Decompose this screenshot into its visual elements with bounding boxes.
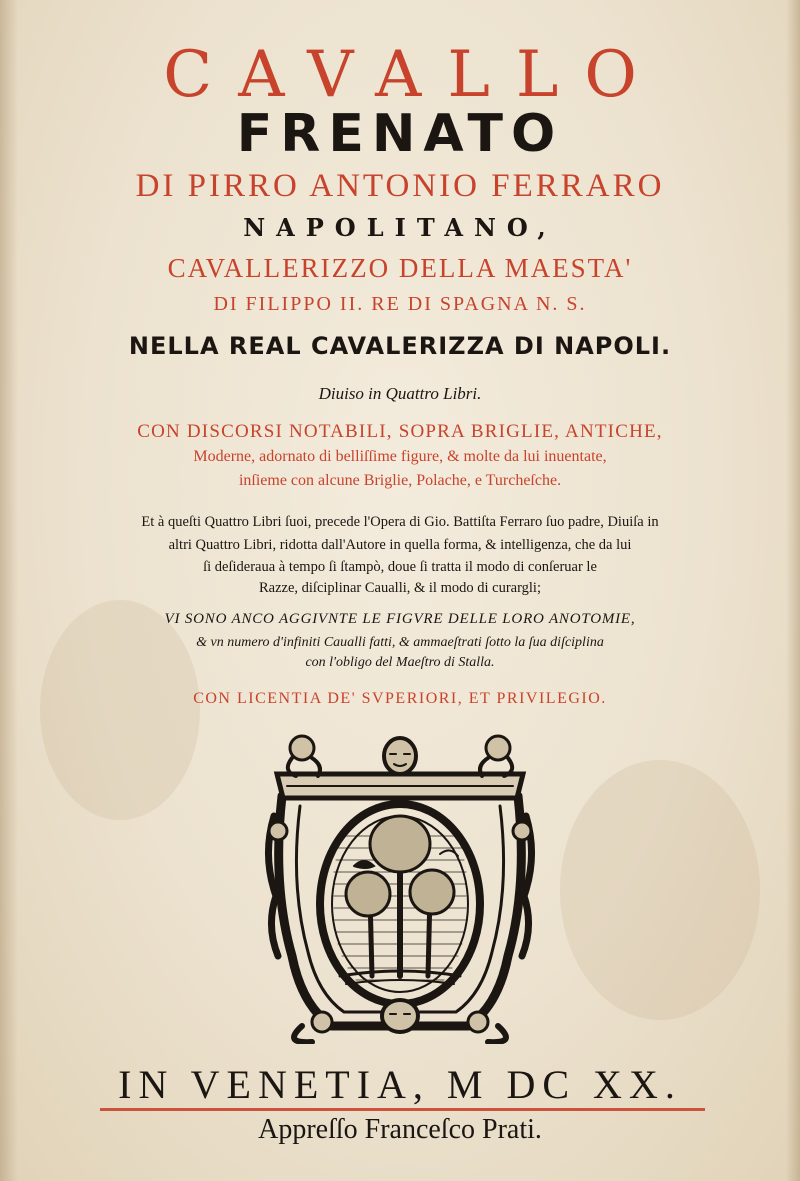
preface-line-4: Razze, diſciplinar Caualli, & il modo di curargli; [258, 580, 541, 596]
division-line: Diuiso in Quattro Libri. [318, 384, 482, 403]
red-rule-divider [100, 1108, 705, 1111]
title-line-1: CAVALLO [163, 38, 663, 112]
title-line-2: FRENATO [236, 104, 564, 164]
discourses-line-3: inſieme con alcune Briglie, Polache, e Turcheſche. [238, 472, 562, 489]
discourses-line-1: CON DISCORSI NOTABILI, SOPRA BRIGLIE, ANTICHE, [137, 421, 663, 442]
imprint-place-date: IN VENETIA, M DC XX. [118, 1062, 682, 1107]
printer-line: Appreſſo Franceſco Prati. [258, 1114, 542, 1145]
place-line: NELLA REAL CAVALERIZZA DI NAPOLI. [128, 332, 672, 360]
printers-device-woodcut [262, 726, 538, 1044]
additions-line-2: & vn numero d'infiniti Caualli fatti, & ammaeſtrati ſotto la ſua diſciplina [196, 635, 604, 650]
additions-line-3: con l'obligo del Maeſtro di Stalla. [305, 655, 495, 670]
license-line: CON LICENTIA DE' SVPERIORI, ET PRIVILEGIO. [193, 690, 607, 707]
preface-line-3: ſi deſideraua à tempo ſi ſtampò, doue ſi tratta il modo di conſeruar le [203, 559, 597, 575]
additions-line-1: VI SONO ANCO AGGIVNTE LE FIGVRE DELLE LORO ANOTOMIE, [164, 611, 636, 627]
discourses-line-2: Moderne, adornato di belliſſime figure, & molte da lui inuentate, [193, 448, 607, 465]
preface-line-1: Et à queſti Quattro Libri ſuoi, precede l'Opera di Gio. Battiſta Ferraro ſuo padre, Diuiſa in [141, 514, 659, 530]
paper-stain [560, 760, 760, 1020]
office-line: CAVALLERIZZO DELLA MAESTA' [167, 253, 633, 283]
preface-line-2: altri Quattro Libri, ridotta dall'Autore in quella forma, & intelligenza, che da lui [168, 537, 632, 553]
paper-stain [40, 600, 200, 820]
king-line: DI FILIPPO II. RE DI SPAGNA N. S. [213, 293, 587, 315]
origin-line: NAPOLITANO, [243, 213, 557, 242]
author-line: DI PIRRO ANTONIO FERRARO [135, 168, 665, 204]
